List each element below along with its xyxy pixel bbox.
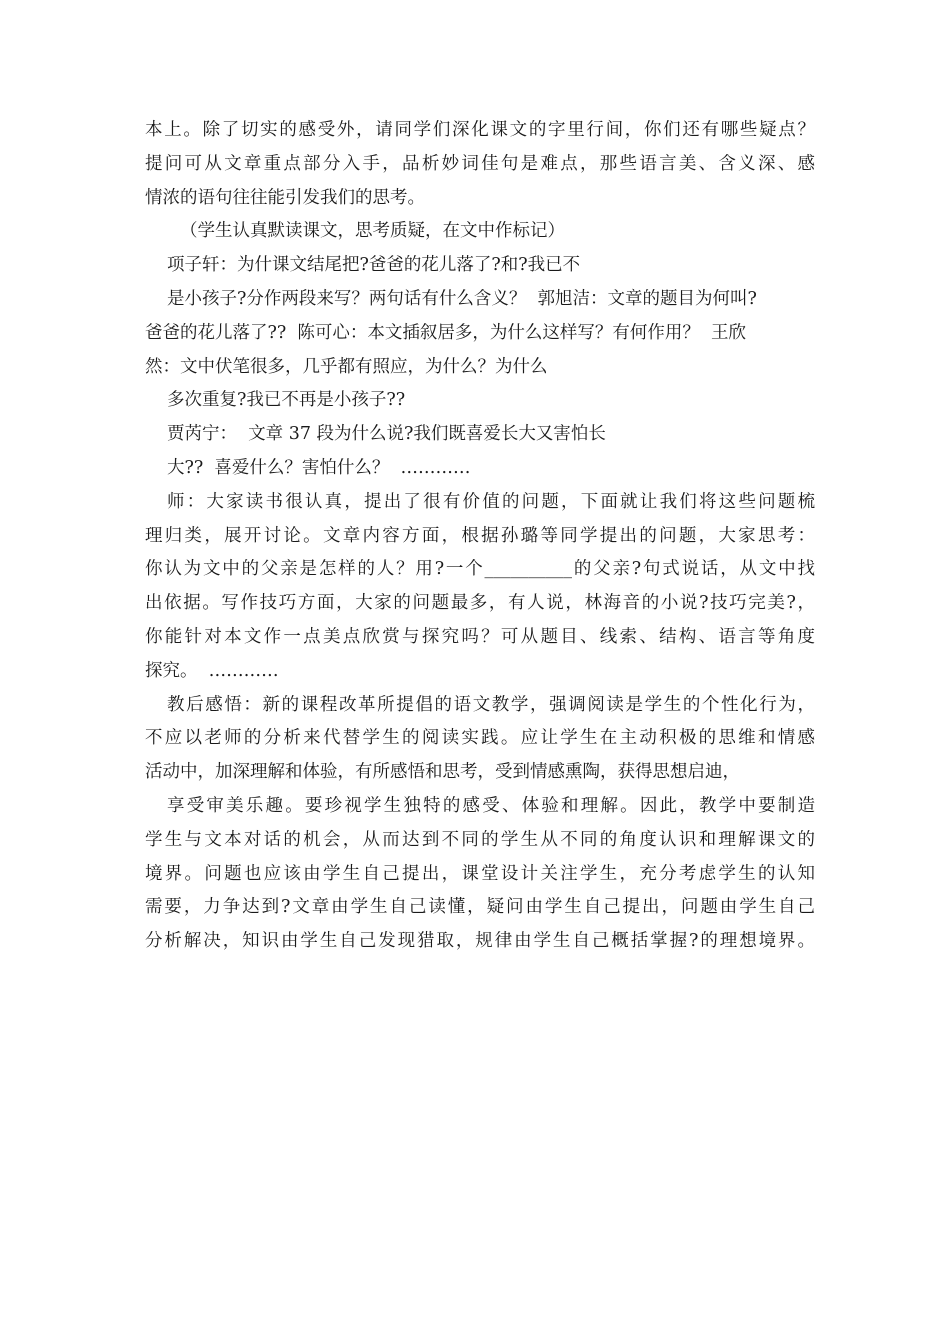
text-line: 理归类，展开讨论。文章内容方面，根据孙璐等同学提出的问题，大家思考： <box>145 525 815 546</box>
lesson-text <box>145 114 815 959</box>
text-line: 教后感悟：新的课程改革所提倡的语文教学，强调阅读是学生的个性化行为， <box>167 694 815 715</box>
text-line: 享受审美乐趣。要珍视学生独特的感受、体验和理解。因此，教学中要制造 <box>167 795 815 816</box>
text-line: 是小孩子?分作两段来写？两句话有什么含义？ 郭旭洁：文章的题目为何叫? <box>167 288 757 309</box>
text-line: 活动中，加深理解和体验，有所感悟和思考，受到情感熏陶，获得思想启迪， <box>145 762 740 783</box>
text-line: 提问可从文章重点部分入手，品析妙词佳句是难点，那些语言美、含义深、感 <box>145 153 815 174</box>
text-line: 本上。除了切实的感受外，请同学们深化课文的字里行间，你们还有哪些疑点？ <box>145 120 815 140</box>
text-line: 多次重复?我已不再是小孩子?? <box>167 390 406 411</box>
text-line: 探究。 ………… <box>145 660 279 681</box>
text-line: 项子轩：为什课文结尾把?爸爸的花儿落了?和?我已不 <box>167 255 581 276</box>
text-line: 情浓的语句往往能引发我们的思考。 <box>145 187 425 208</box>
text-line: 你认为文中的父亲是怎样的人？用?一个__________的父亲?句式说话，从文中找 <box>145 559 815 580</box>
text-line: 出依据。写作技巧方面，大家的问题最多，有人说，林海音的小说?技巧完美?， <box>145 593 815 614</box>
text-line: 师：大家读书很认真，提出了很有价值的问题，下面就让我们将这些问题梳 <box>167 491 815 512</box>
text-line: 学生与文本对话的机会，从而达到不同的学生从不同的角度认识和理解课文的 <box>145 829 815 850</box>
text-line: 你能针对本文作一点美点欣赏与探究吗？可从题目、线索、结构、语言等角度 <box>145 626 815 647</box>
text-line: 然：文中伏笔很多，几乎都有照应，为什么？为什么 <box>145 356 548 377</box>
text-line: 分析解决，知识由学生自己发现猎取，规律由学生自己概括掌握?的理想境界。 <box>145 931 815 952</box>
text-line: 贾芮宁： 文章 37 段为什么说?我们既喜爱长大又害怕长 <box>167 424 606 445</box>
text-line: （学生认真默读课文，思考质疑，在文中作标记） <box>180 221 565 242</box>
text-line: 境界。问题也应该由学生自己提出，课堂设计关注学生，充分考虑学生的认知 <box>145 863 815 884</box>
text-line: 需要，力争达到?文章由学生自己读懂，疑问由学生自己提出，问题由学生自己 <box>145 897 815 918</box>
text-line: 大?? 喜爱什么？害怕什么？ ………… <box>167 457 471 478</box>
text-line: 爸爸的花儿落了?? 陈可心：本文插叙居多，为什么这样写？有何作用？ 王欣 <box>145 322 747 343</box>
text-line: 不应以老师的分析来代替学生的阅读实践。应让学生在主动积极的思维和情感 <box>145 728 815 749</box>
